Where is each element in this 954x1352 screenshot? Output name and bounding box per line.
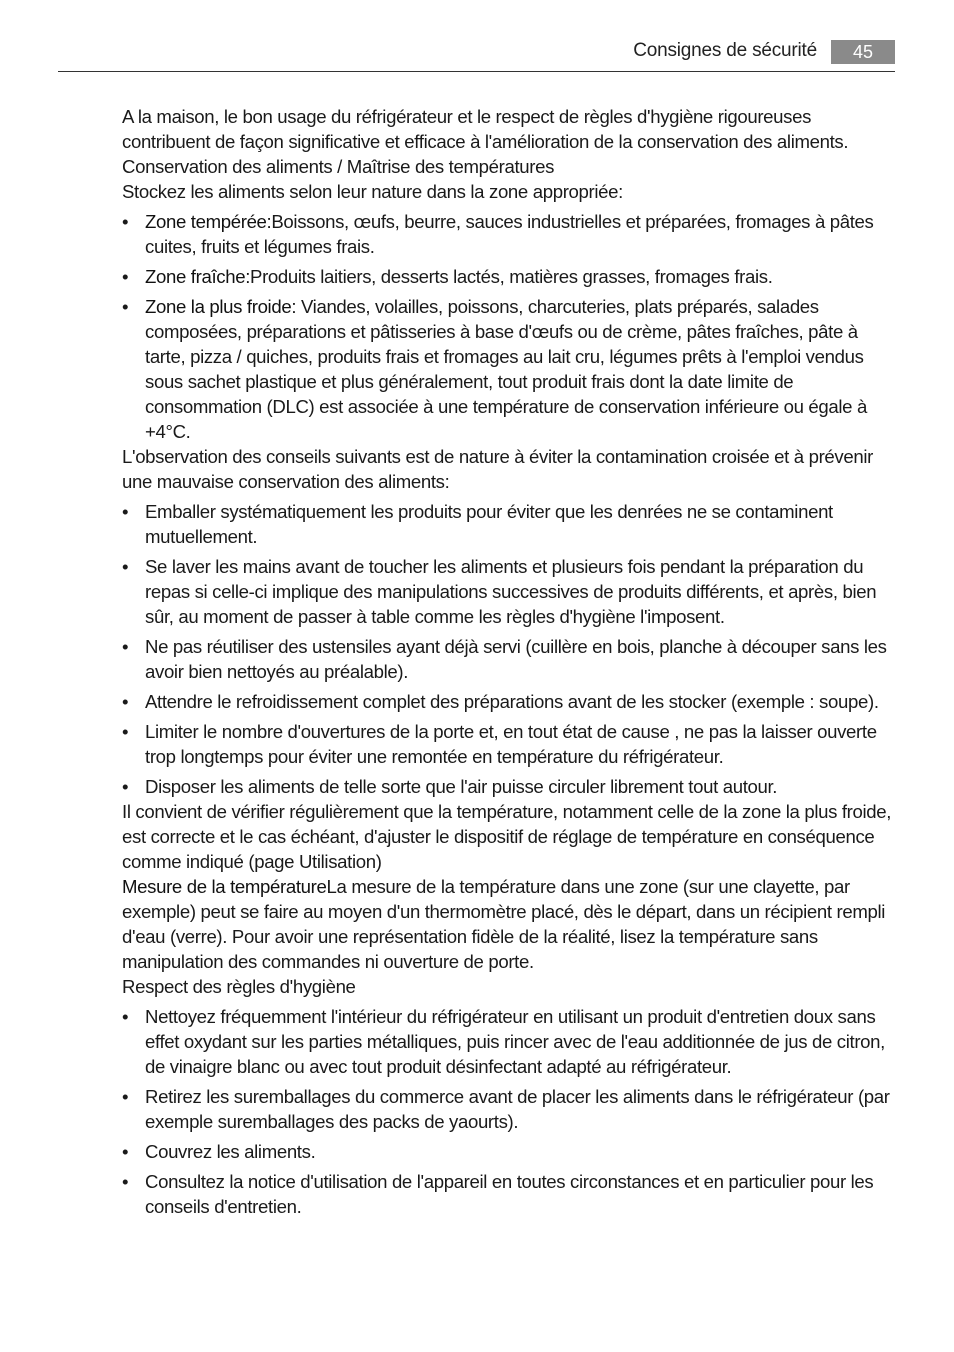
intro-paragraph: A la maison, le bon usage du réfrigérateur et le respect de règles d'hygiène rigoureuses contribuent de façon significative et efficace à l'amélioration de la conservation des aliments. <box>122 106 849 152</box>
section-intro-advice: L'observation des conseils suivants est de nature à éviter la contamination croisée et à prévenir une mauvaise conservation des aliments: <box>122 446 873 492</box>
bullet-icon: • <box>122 636 129 657</box>
bullet-icon: • <box>122 776 129 797</box>
list-item <box>122 499 894 549</box>
list-item-text: Nettoyez fréquemment l'intérieur du réfrigérateur en utilisant un produit d'entretien doux sans effet oxydant sur les parties métalliques, puis rincer avec de l'eau additionnée de jus de citron, de vinaigre blanc ou avec tout produit désinfectant adapté au réfrigérateur. <box>145 1006 885 1077</box>
bullet-icon: • <box>122 1086 129 1107</box>
bullet-icon: • <box>122 721 129 742</box>
measure-label: Mesure de la température <box>122 876 327 897</box>
measure-paragraph <box>122 874 894 974</box>
list-item <box>122 1004 894 1079</box>
bullet-icon: • <box>122 1006 129 1027</box>
list-item <box>122 294 894 444</box>
page-header <box>58 38 895 72</box>
zone-label: Zone tempérée: <box>145 211 272 232</box>
list-item <box>122 774 894 799</box>
bullet-icon: • <box>122 1141 129 1162</box>
list-item-text: Disposer les aliments de telle sorte que l'air puisse circuler librement tout autour. <box>145 776 778 797</box>
page-number-badge: 45 <box>831 40 895 64</box>
bullet-icon: • <box>122 266 129 287</box>
list-item <box>122 209 894 259</box>
measure-text: La mesure de la température dans une zone (sur une clayette, par exemple) peut se faire au moyen d'un thermomètre placé, dès le départ, dans un récipient rempli d'eau (verre). Pour avoir une représentation fidèle de la réalité, lisez la température sans manipulation des commandes ni ouverture de porte. <box>122 876 886 972</box>
list-item-text: Se laver les mains avant de toucher les aliments et plusieurs fois pendant la préparation du repas si celle-ci implique des manipulations successives de produits différents, et après, bien sûr, au moment de passer à table comme les règles d'hygiène l'imposent. <box>145 556 877 627</box>
bullet-icon: • <box>122 296 129 317</box>
zone-text: Produits laitiers, desserts lactés, matières grasses, fromages frais. <box>250 266 773 287</box>
section-heading-hygiene: Respect des règles d'hygiène <box>122 976 356 997</box>
list-item <box>122 1139 894 1164</box>
zone-text: Boissons, œufs, beurre, sauces industrielles et préparées, fromages à pâtes cuites, fruits et légumes frais. <box>145 211 874 257</box>
list-item <box>122 554 894 629</box>
list-item <box>122 1084 894 1134</box>
list-item-text: Ne pas réutiliser des ustensiles ayant déjà servi (cuillère en bois, planche à découper sans les avoir bien nettoyés au préalable). <box>145 636 887 682</box>
header-title: Consignes de sécurité <box>633 40 817 61</box>
bullet-icon: • <box>122 691 129 712</box>
list-item-text: Consultez la notice d'utilisation de l'appareil en toutes circonstances et en particulier pour les conseils d'entretien. <box>145 1171 874 1217</box>
list-item-text: Attendre le refroidissement complet des préparations avant de les stocker (exemple : soupe). <box>145 691 879 712</box>
list-item <box>122 719 894 769</box>
list-item-text: Limiter le nombre d'ouvertures de la porte et, en tout état de cause , ne pas la laisser ouverte trop longtemps pour éviter une remontée en température du réfrigérateur. <box>145 721 877 767</box>
advice-list <box>122 499 894 799</box>
check-temperature-paragraph: Il convient de vérifier régulièrement que la température, notamment celle de la zone la plus froide, est correcte et le cas échéant, d'ajuster le dispositif de réglage de température en conséquence comme indiqué (page Utilisation) <box>122 801 892 872</box>
bullet-icon: • <box>122 1171 129 1192</box>
list-item <box>122 634 894 684</box>
list-item <box>122 264 894 289</box>
zones-list <box>122 209 894 444</box>
document-body <box>122 104 894 1224</box>
list-item <box>122 1169 894 1219</box>
list-item-text: Couvrez les aliments. <box>145 1141 316 1162</box>
list-item-text: Emballer systématiquement les produits pour éviter que les denrées ne se contaminent mutuellement. <box>145 501 833 547</box>
section-heading-conservation: Conservation des aliments / Maîtrise des températures <box>122 156 555 177</box>
bullet-icon: • <box>122 211 129 232</box>
bullet-icon: • <box>122 556 129 577</box>
zone-label: Zone la plus froide: <box>145 296 297 317</box>
hygiene-list <box>122 1004 894 1219</box>
list-item <box>122 689 894 714</box>
zone-text: Viandes, volailles, poissons, charcuteries, plats préparés, salades composées, préparations et pâtisseries à base d'œufs ou de crème, pâtes fraîches, pâte à tarte, pizza / quiches, produits frais et fromages au lait cru, légumes prêts à l'emploi vendus sous sachet plastique et plus généralement, tout produit frais dont la date limite de consommation (DLC) est associée à une température de conservation inférieure ou égale à +4°C. <box>145 296 867 442</box>
zone-label: Zone fraîche: <box>145 266 251 287</box>
bullet-icon: • <box>122 501 129 522</box>
section-intro-zones: Stockez les aliments selon leur nature dans la zone appropriée: <box>122 181 623 202</box>
list-item-text: Retirez les suremballages du commerce avant de placer les aliments dans le réfrigérateur (par exemple suremballages des packs de yaourts). <box>145 1086 890 1132</box>
